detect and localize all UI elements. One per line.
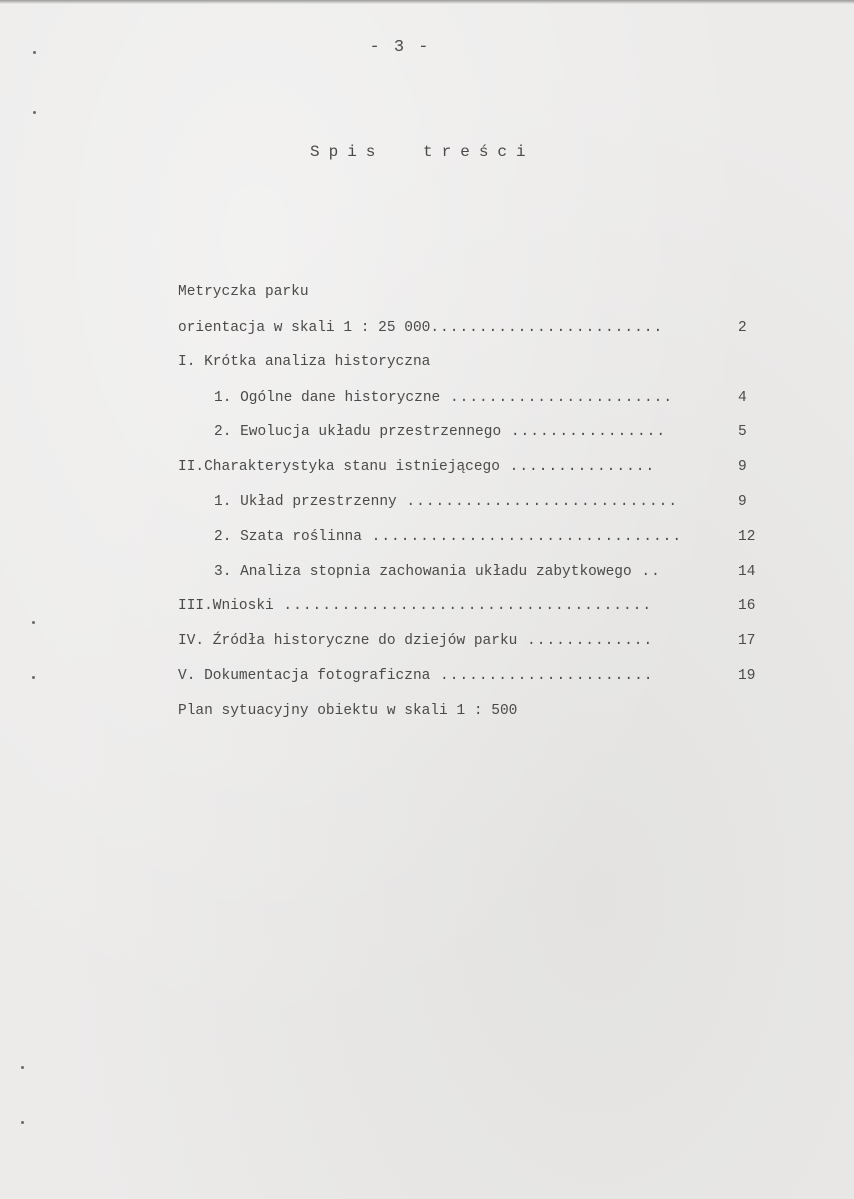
toc-entry — [214, 422, 747, 442]
toc-entry-page: 9 — [738, 459, 747, 475]
punch-mark — [33, 111, 36, 114]
toc-entry — [178, 701, 517, 721]
toc-entry-title: 2. Ewolucja układu przestrzennego — [214, 424, 502, 440]
toc-entry-title: I. Krótka analiza historyczna — [178, 354, 431, 370]
toc-entry-leader: .. — [631, 564, 661, 580]
page-number: - 3 - — [369, 38, 431, 57]
toc-entry-page: 14 — [738, 564, 756, 580]
toc-entry-page: 4 — [738, 390, 747, 406]
toc-entry-leader: ........................ — [430, 320, 664, 336]
toc-entry — [214, 388, 747, 408]
punch-mark — [21, 1066, 24, 1069]
toc-entry-leader: ............. — [517, 633, 654, 649]
toc-entry-leader: ...................... — [430, 668, 654, 684]
toc-entry-title: III.Wnioski — [178, 598, 274, 614]
toc-entry — [214, 527, 756, 547]
toc-entry-title: Plan sytuacyjny obiektu w skali 1 : 500 — [178, 703, 518, 719]
toc-entry-leader: ................................ — [361, 529, 683, 545]
toc-entry-leader: ....................... — [440, 390, 674, 406]
toc-entry-page: 17 — [738, 633, 756, 649]
paper-top-edge — [0, 0, 854, 4]
toc-entry-title: V. Dokumentacja fotograficzna — [178, 668, 431, 684]
punch-mark — [21, 1121, 24, 1124]
toc-entry-title: II.Charakterystyka stanu istniejącego — [178, 459, 500, 475]
toc-entry — [178, 631, 756, 651]
toc-entry-title: IV. Źródła historyczne do dziejów parku — [178, 633, 518, 649]
toc-entry-leader: ............................ — [396, 494, 679, 510]
toc-entry-title: 3. Analiza stopnia zachowania układu zabytkowego — [214, 564, 632, 580]
page-title: Spis treści — [310, 143, 535, 161]
toc-entry-title: Metryczka parku — [178, 284, 309, 300]
toc-entry — [178, 352, 430, 372]
toc-entry-leader: ...................................... — [273, 598, 653, 614]
toc-entry-title: 1. Układ przestrzenny — [214, 494, 397, 510]
toc-entry — [178, 457, 747, 477]
toc-entry — [178, 596, 756, 616]
toc-entry-title: orientacja w skali 1 : 25 000 — [178, 320, 431, 336]
toc-entry — [178, 282, 309, 302]
toc-entry-title: 2. Szata roślinna — [214, 529, 362, 545]
toc-entry — [178, 666, 756, 686]
toc-entry — [178, 318, 747, 338]
toc-entry-page: 2 — [738, 320, 747, 336]
toc-entry-leader: ................ — [501, 424, 667, 440]
toc-entry-page: 12 — [738, 529, 756, 545]
toc-entry-page: 9 — [738, 494, 747, 510]
toc-entry-page: 19 — [738, 668, 756, 684]
toc-entry-page: 16 — [738, 598, 756, 614]
toc-entry-leader: ............... — [499, 459, 656, 475]
toc-entry-page: 5 — [738, 424, 747, 440]
toc-entry — [214, 492, 747, 512]
toc-entry — [214, 562, 756, 582]
punch-mark — [32, 621, 35, 624]
toc-entry-title: 1. Ogólne dane historyczne — [214, 390, 441, 406]
punch-mark — [32, 676, 35, 679]
